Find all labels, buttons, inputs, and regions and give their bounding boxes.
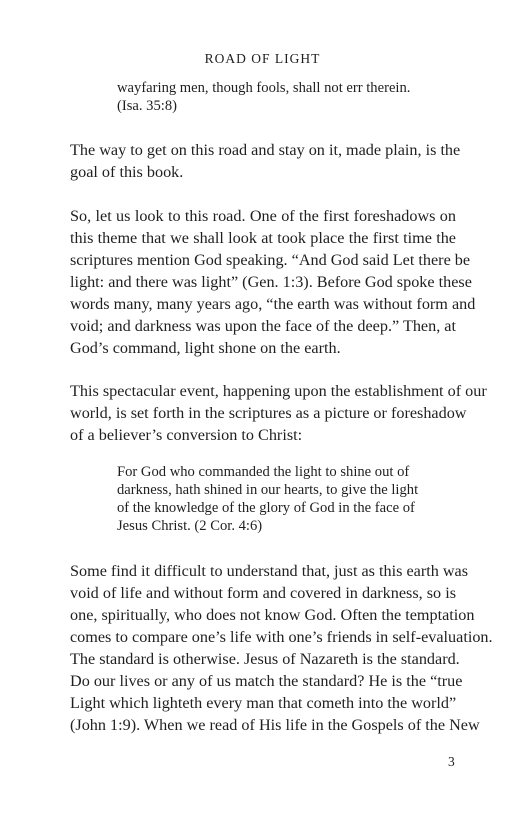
text-line: (John 1:9). When we read of His life in the Gospels of the New [70,716,480,734]
text-line: words many, many years ago, “the earth was without form and [70,295,476,313]
paragraph [70,205,476,359]
text-line: God’s command, light shone on the earth. [70,339,341,357]
text-line: goal of this book. [70,163,184,181]
text-line: The standard is otherwise. Jesus of Nazareth is the standard. [70,650,460,668]
text-line: this theme that we shall look at took place the first time the [70,229,456,247]
quote-line: of the knowledge of the glory of God in the face of [117,500,415,516]
paragraph [70,560,493,736]
quote-line: For God who commanded the light to shine out of [117,464,410,480]
text-line: void; and darkness was upon the face of the deep.” Then, at [70,317,456,335]
page-number: 3 [448,754,455,769]
paragraph [70,380,487,446]
scripture-block-quote [117,463,418,535]
text-line: void of life and without form and covered in darkness, so is [70,584,456,602]
quote-line: (Isa. 35:8) [117,98,177,114]
running-header: ROAD OF LIGHT [204,51,321,66]
text-line: of a believer’s conversion to Christ: [70,426,303,444]
quote-line: darkness, hath shined in our hearts, to give the light [117,482,419,498]
text-line: Do our lives or any of us match the standard? He is the “true [70,672,463,690]
text-line: So, let us look to this road. One of the first foreshadows on [70,207,456,225]
text-line: light: and there was light” (Gen. 1:3). Before God spoke these [70,273,472,291]
quote-line: Jesus Christ. (2 Cor. 4:6) [117,518,263,534]
scripture-quote-continued [117,79,410,115]
text-line: The way to get on this road and stay on it, made plain, is the [70,141,461,159]
text-line: world, is set forth in the scriptures as a picture or foreshadow [70,404,467,422]
quote-line: wayfaring men, though fools, shall not err therein. [117,80,411,96]
text-line: scriptures mention God speaking. “And God said Let there be [70,251,471,269]
text-line: This spectacular event, happening upon the establishment of our [70,382,487,400]
text-line: Some find it difficult to understand that, just as this earth was [70,562,469,580]
text-line: one, spiritually, who does not know God. Often the temptation [70,606,475,624]
text-line: comes to compare one’s life with one’s friends in self-evaluation. [70,628,493,646]
paragraph [70,139,461,183]
text-line: Light which lighteth every man that cometh into the world” [70,694,457,712]
